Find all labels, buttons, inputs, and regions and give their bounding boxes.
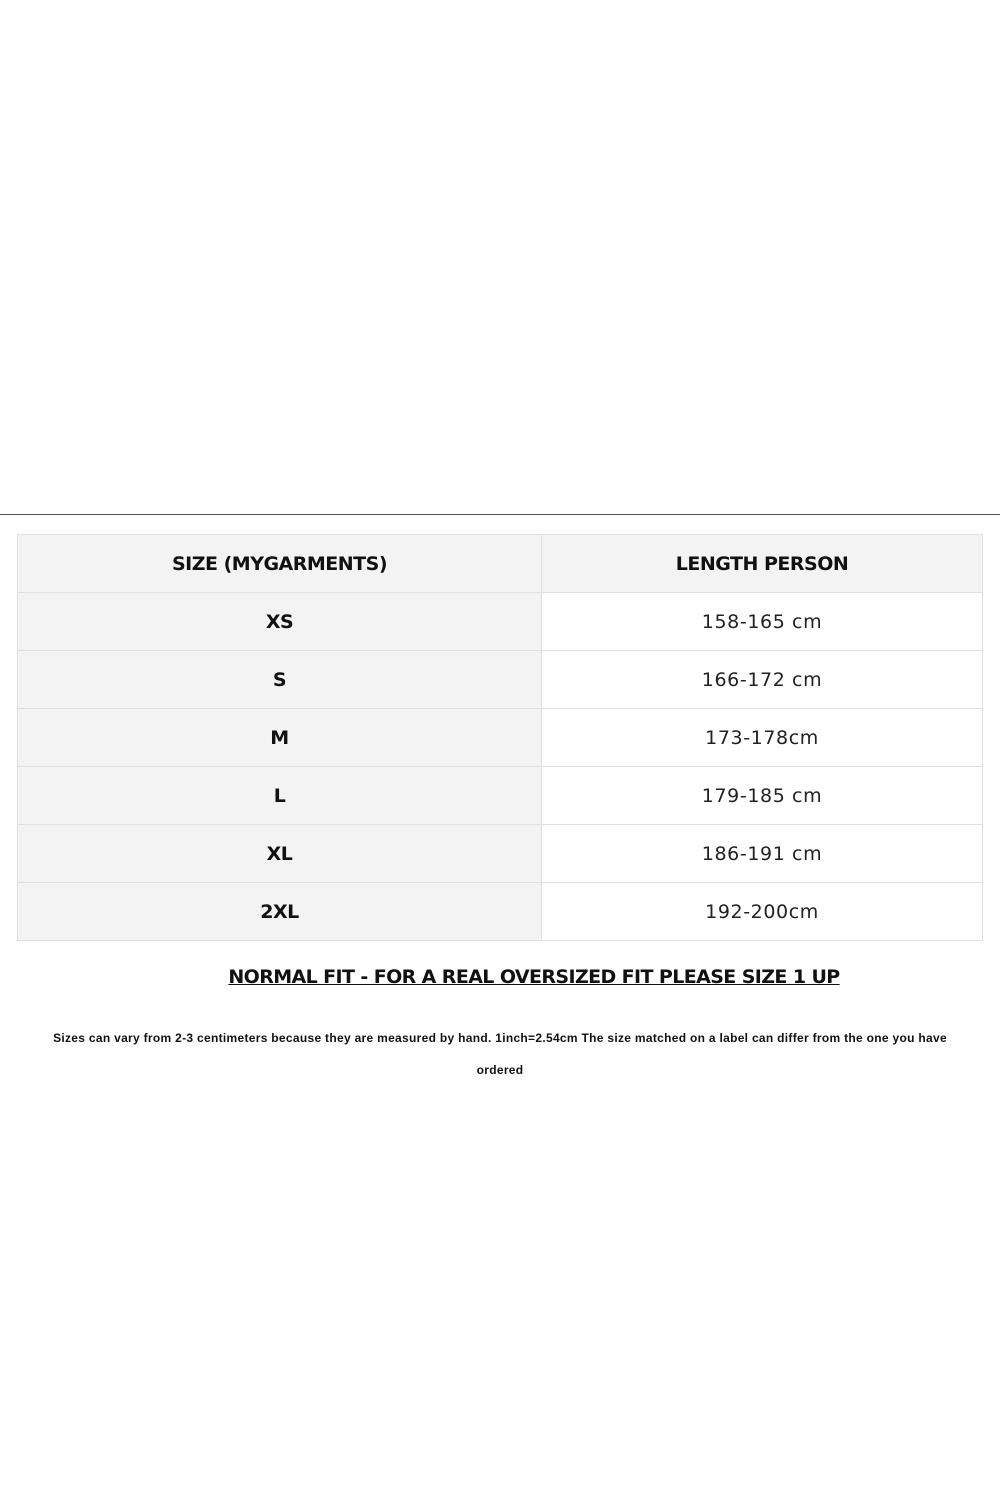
table-row: [18, 825, 983, 883]
length-cell: 192-200cm: [542, 883, 983, 941]
sizing-disclaimer: Sizes can vary from 2-3 centimeters because they are measured by hand. 1inch=2.54cm The size matched on a label can differ from the one you have ordered: [53, 1031, 947, 1077]
table-row: [18, 883, 983, 941]
size-cell: L: [18, 767, 542, 825]
length-cell: 186-191 cm: [542, 825, 983, 883]
size-cell: XL: [18, 825, 542, 883]
size-chart-table: [17, 534, 983, 941]
table-row: [18, 709, 983, 767]
fit-note: NORMAL FIT - FOR A REAL OVERSIZED FIT PLEASE SIZE 1 UP: [228, 966, 840, 988]
horizontal-divider: [0, 514, 1000, 515]
table-header-row: [18, 535, 983, 593]
length-cell: 179-185 cm: [542, 767, 983, 825]
length-cell: 173-178cm: [542, 709, 983, 767]
length-cell: 158-165 cm: [542, 593, 983, 651]
size-cell: 2XL: [18, 883, 542, 941]
size-cell: M: [18, 709, 542, 767]
table-row: [18, 593, 983, 651]
size-cell: S: [18, 651, 542, 709]
table-row: [18, 767, 983, 825]
length-cell: 166-172 cm: [542, 651, 983, 709]
column-header-length: LENGTH PERSON: [542, 535, 983, 593]
table-row: [18, 651, 983, 709]
column-header-size: SIZE (MYGARMENTS): [18, 535, 542, 593]
size-cell: XS: [18, 593, 542, 651]
